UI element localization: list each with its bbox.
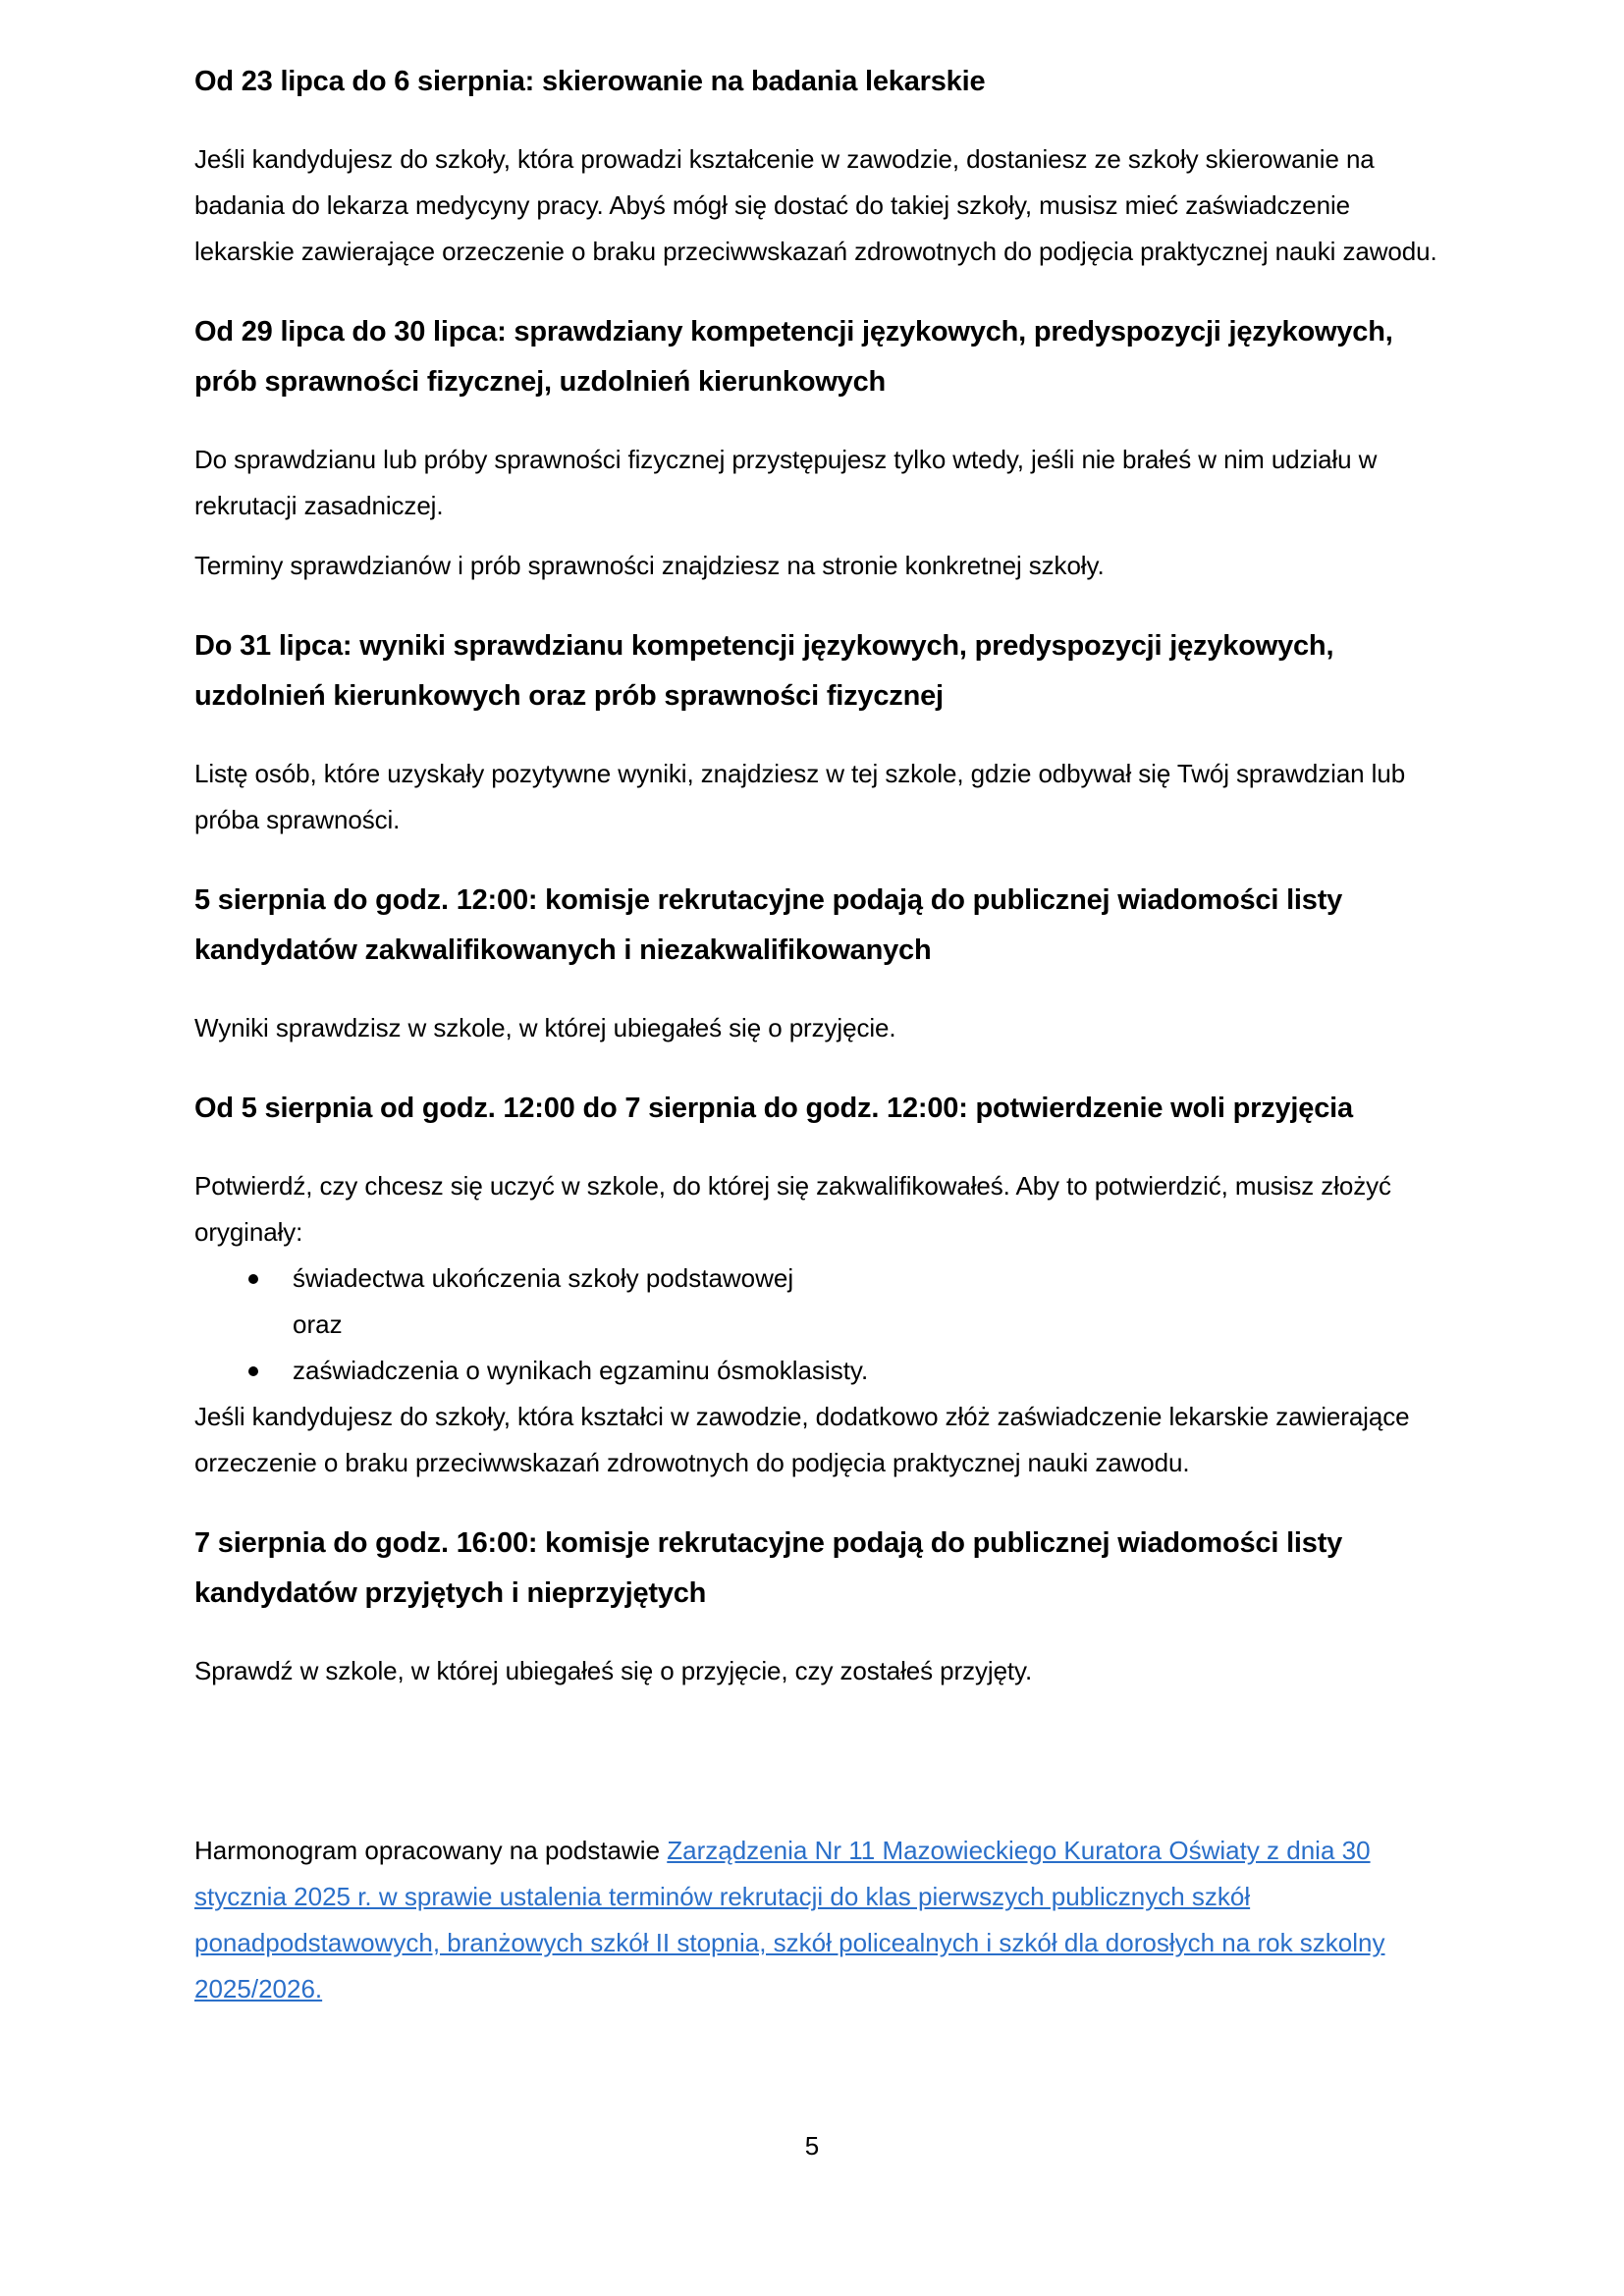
section-heading: Od 23 lipca do 6 sierpnia: skierowanie na badania lekarskie — [194, 66, 986, 97]
documents-list — [194, 1348, 1441, 1394]
section-heading: Od 5 sierpnia od godz. 12:00 do 7 sierpnia do godz. 12:00: potwierdzenie woli przyjęcia — [194, 1093, 1353, 1124]
section-admitted-lists — [194, 1519, 1441, 1694]
documents-list — [194, 1255, 1441, 1302]
page-number: 5 — [804, 2131, 820, 2161]
list-item — [194, 1255, 1441, 1302]
section-heading: Od 29 lipca do 30 lipca: sprawdziany kompetencji językowych, predyspozycji językowych, prób sprawności fizycznej, uzdolnień kierunkowych — [194, 316, 1393, 398]
section-paragraph: Terminy sprawdzianów i prób sprawności znajdziesz na stronie konkretnej szkoły. — [194, 551, 1105, 580]
section-paragraph: Do sprawdzianu lub próby sprawności fizycznej przystępujesz tylko wtedy, jeśli nie brałeś w nim udziału w rekrutacji zasadniczej. — [194, 445, 1378, 520]
section-heading: Do 31 lipca: wyniki sprawdzianu kompetencji językowych, predyspozycji językowych, uzdolnień kierunkowych oraz prób sprawności fizycznej — [194, 630, 1334, 712]
list-item — [194, 1348, 1441, 1394]
list-item-text: świadectwa ukończenia szkoły podstawowej — [293, 1263, 794, 1293]
document-page — [194, 57, 1441, 2012]
section-aptitude-tests — [194, 307, 1441, 589]
section-paragraph: Jeśli kandydujesz do szkoły, która kształci w zawodzie, dodatkowo złóż zaświadczenie lekarskie zawierające orzeczenie o braku przeciwwskazań zdrowotnych do podjęcia praktycznej nauki zawodu. — [194, 1402, 1410, 1477]
section-heading: 5 sierpnia do godz. 12:00: komisje rekrutacyjne podają do publicznej wiadomości listy kandydatów zakwalifikowanych i niezakwalifikowanych — [194, 884, 1343, 966]
section-qualified-lists — [194, 876, 1441, 1051]
section-paragraph: Potwierdź, czy chcesz się uczyć w szkole, do której się zakwalifikowałeś. Aby to potwierdzić, musisz złożyć oryginały: — [194, 1171, 1391, 1247]
section-paragraph: Wyniki sprawdzisz w szkole, w której ubiegałeś się o przyjęcie. — [194, 1013, 896, 1042]
section-test-results — [194, 621, 1441, 843]
section-paragraph: Listę osób, które uzyskały pozytywne wyniki, znajdziesz w tej szkole, gdzie odbywał się Twój sprawdzian lub próba sprawności. — [194, 759, 1406, 834]
bullet-icon — [248, 1366, 258, 1376]
footnote-prefix: Harmonogram opracowany na podstawie — [194, 1836, 668, 1865]
section-heading: 7 sierpnia do godz. 16:00: komisje rekrutacyjne podają do publicznej wiadomości listy kandydatów przyjętych i nieprzyjętych — [194, 1527, 1343, 1609]
list-connector: oraz — [293, 1309, 343, 1339]
regulation-link[interactable]: Zarządzenia Nr 11 Mazowieckiego Kuratora Oświaty z dnia 30 stycznia 2025 r. w sprawie ustalenia terminów rekrutacji do klas pierwszych publicznych szkół ponadpodstawowych, branżowych szkół II stopnia, szkół policealnych i szkół dla dorosłych na rok szkolny 2025/2026. — [194, 1836, 1385, 2003]
section-confirmation — [194, 1084, 1441, 1486]
source-footnote — [194, 1828, 1441, 2012]
section-paragraph: Sprawdź w szkole, w której ubiegałeś się o przyjęcie, czy zostałeś przyjęty. — [194, 1656, 1033, 1685]
list-item-text: zaświadczenia o wynikach egzaminu ósmoklasisty. — [293, 1356, 869, 1385]
section-medical-referral — [194, 57, 1441, 275]
section-paragraph: Jeśli kandydujesz do szkoły, która prowadzi kształcenie w zawodzie, dostaniesz ze szkoły skierowanie na badania do lekarza medycyny pracy. Abyś mógł się dostać do takiej szkoły, musisz mieć zaświadczenie lekarskie zawierające orzeczenie o braku przeciwwskazań zdrowotnych do podjęcia praktycznej nauki zawodu. — [194, 144, 1437, 266]
bullet-icon — [248, 1274, 258, 1284]
